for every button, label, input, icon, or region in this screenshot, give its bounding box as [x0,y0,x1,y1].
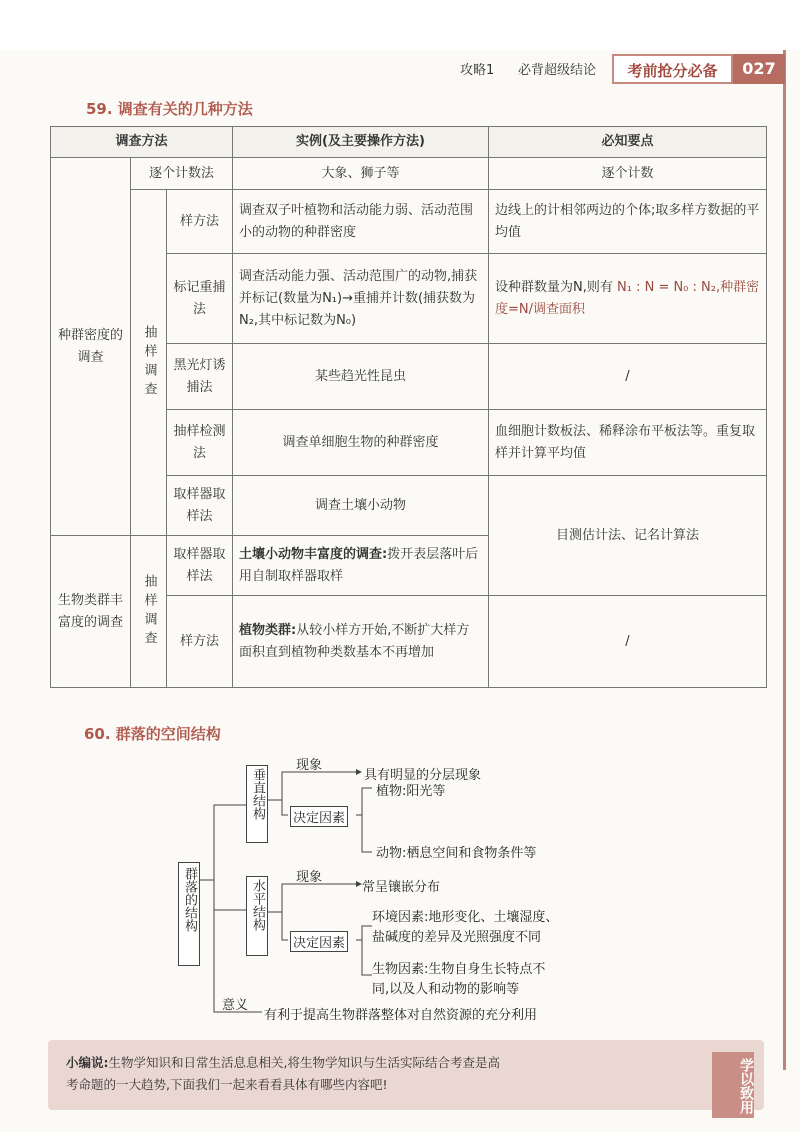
method-cell: 样方法 [167,190,233,254]
col-header: 调查方法 [51,127,233,158]
vertical-structure-box: 垂直结构 [246,765,268,843]
method-cell: 标记重捕法 [167,254,233,344]
point-cell: / [489,596,767,688]
point-cell: 边线上的计相邻两边的个体;取多样方数据的平均值 [489,190,767,254]
v-phenomenon-text: 具有明显的分层现象 [364,768,482,783]
meaning-label: 意义 [222,998,249,1013]
page-number: 027 [733,54,785,84]
point-cell: 设种群数量为N,则有 N₁ : N = N₀ : N₂,种群密度=N/调查面积 [489,254,767,344]
method-cell: 黑光灯诱捕法 [167,344,233,410]
method-cell: 逐个计数法 [131,158,233,190]
method-cell: 抽样检测法 [167,410,233,476]
sampling-label: 抽样调查 [131,536,167,688]
section-59-title: 59. 调查有关的几种方法 [86,100,253,118]
horizontal-structure-box: 水平结构 [246,876,268,956]
example-cell: 调查土壤小动物 [233,476,489,536]
v-phenomenon-label: 现象 [296,758,323,773]
tip-label: 小编说: [66,1055,109,1070]
h-phenomenon-label: 现象 [296,870,323,885]
v-factor-box: 决定因素 [290,806,348,827]
tip-line1: 生物学知识和日常生活息息相关,将生物学知识与生活实际结合考查是高 [108,1055,500,1070]
tree-connector [356,790,372,852]
arrow-head [356,769,362,775]
example-cell: 土壤小动物丰富度的调查:拨开表层落叶后用自制取样器取样 [233,536,489,596]
example-cell: 调查双子叶植物和活动能力弱、活动范围小的动物的种群密度 [233,190,489,254]
side-tag: 学以致用 [712,1052,754,1118]
tree-connector [268,884,356,912]
tip-text [66,1052,706,1096]
col-header: 实例(及主要操作方法) [233,127,489,158]
header-section: 攻略1 [460,63,495,78]
method-cell: 取样器取样法 [167,476,233,536]
example-cell: 植物类群:从较小样方开始,不断扩大样方面积直到植物种类数基本不再增加 [233,596,489,688]
tree-connector [200,805,246,880]
header-subtitle: 必背超级结论 [518,63,597,78]
point-cell: 血细胞计数板法、稀释涂布平板法等。重复取样并计算平均值 [489,410,767,476]
col-header: 必知要点 [489,127,767,158]
example-cell: 某些趋光性昆虫 [233,344,489,410]
tree-connector [214,880,246,910]
h-phenomenon-text: 常呈镶嵌分布 [362,880,441,895]
root-box: 群落的结构 [178,862,200,966]
h-factor-box: 决定因素 [290,931,348,952]
example-cell: 调查单细胞生物的种群密度 [233,410,489,476]
method-cell: 取样器取样法 [167,536,233,596]
section-60-title: 60. 群落的空间结构 [84,725,221,743]
tree-connector [282,912,288,940]
tree-connector [362,788,372,790]
sampling-label: 抽样调查 [131,190,167,536]
point-cell: 目测估计法、记名计算法 [489,476,767,596]
meaning-text: 有利于提高生物群落整体对自然资源的充分利用 [264,1008,538,1023]
example-cell: 大象、狮子等 [233,158,489,190]
v-plant-text: 植物:阳光等 [376,784,446,799]
point-cell: / [489,344,767,410]
point-cell: 逐个计数 [489,158,767,190]
v-animal-text: 动物:栖息空间和食物条件等 [376,846,537,861]
group-population-density: 种群密度的调查 [51,158,131,536]
h-env-line2: 盐碱度的差异及光照强度不同 [372,930,542,945]
h-bio-line1: 生物因素:生物自身生长特点不 [372,962,546,977]
h-env-line1: 环境因素:地形变化、土壤湿度、 [372,910,559,925]
method-cell: 样方法 [167,596,233,688]
group-richness: 生物类群丰富度的调查 [51,536,131,688]
tip-line2: 考命题的一大趋势,下面我们一起来看看具体有哪些内容吧! [66,1077,388,1092]
tree-connector [282,800,288,815]
example-cell: 调查活动能力强、活动范围广的动物,捕获并标记(数量为N₁)→重捕并计数(捕获数为N₂,其中标记数为N₀) [233,254,489,344]
tree-connector [268,772,356,800]
header-tag: 考前抢分必备 [612,54,733,84]
tree-connector [356,926,372,975]
h-bio-line2: 同,以及人和动物的影响等 [372,982,520,997]
